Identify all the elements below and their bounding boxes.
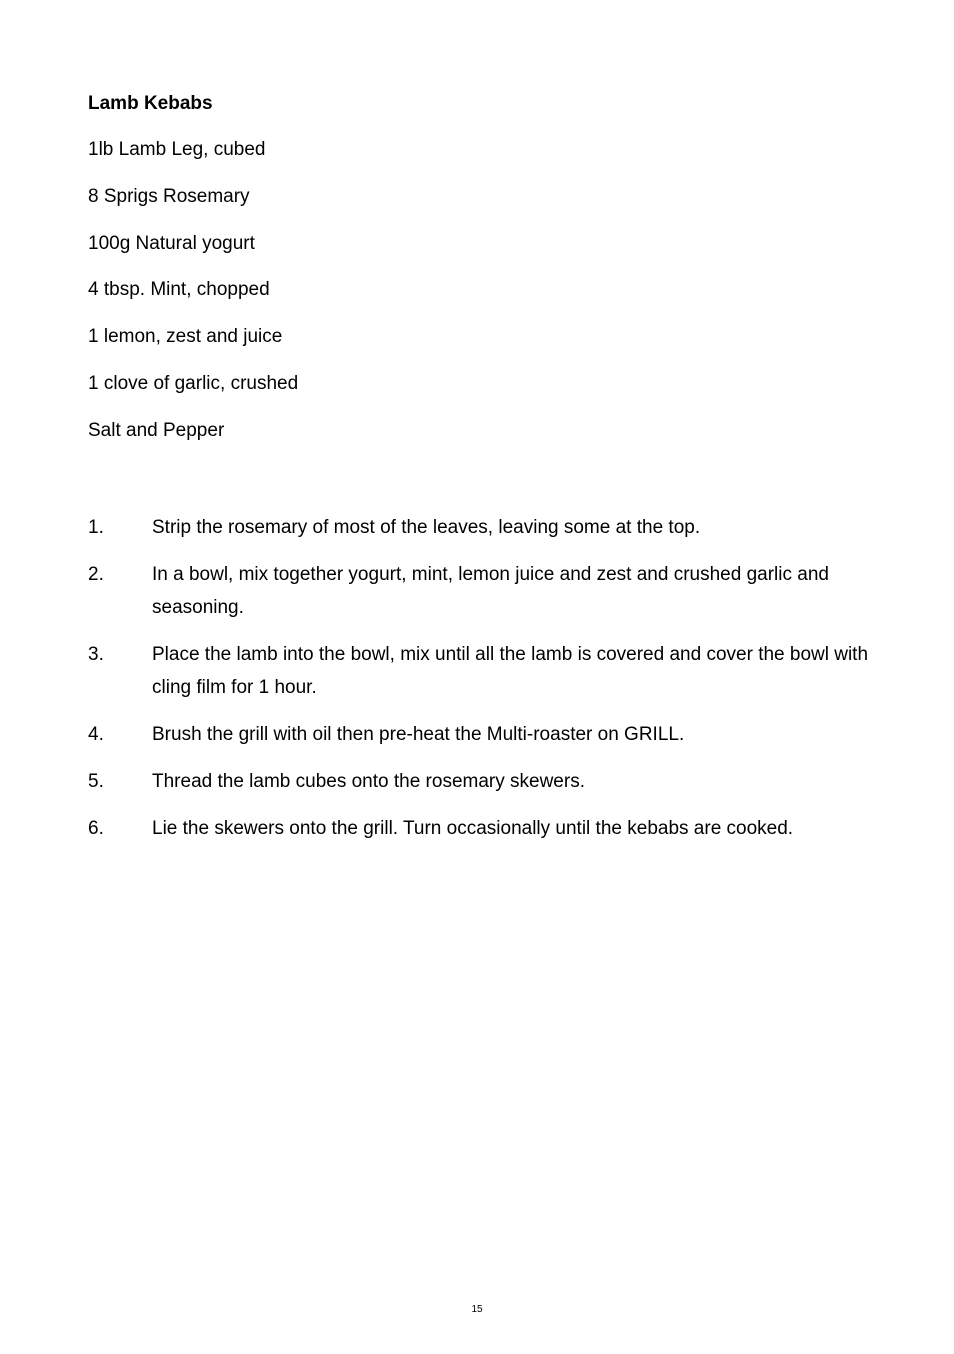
step-number: 1.	[88, 517, 104, 538]
ingredient-item: 100g Natural yogurt	[88, 232, 255, 254]
ingredient-item: 1lb Lamb Leg, cubed	[88, 139, 266, 160]
method-step	[88, 511, 878, 544]
method-step	[88, 638, 878, 704]
step-number: 2.	[88, 564, 104, 585]
ingredient-item: 8 Sprigs Rosemary	[88, 185, 250, 207]
page-number: 15	[471, 1304, 483, 1315]
step-text: Thread the lamb cubes onto the rosemary skewers.	[152, 771, 585, 792]
recipe-title: Lamb Kebabs	[88, 93, 213, 114]
ingredient-item: Salt and Pepper	[88, 419, 225, 441]
method-step	[88, 812, 878, 845]
step-number: 4.	[88, 724, 104, 745]
ingredient-item: 4 tbsp. Mint, chopped	[88, 279, 270, 301]
step-number: 6.	[88, 818, 104, 839]
method-step	[88, 558, 878, 624]
method-steps	[88, 511, 878, 859]
method-step	[88, 718, 878, 751]
step-text: Lie the skewers onto the grill. Turn occasionally until the kebabs are cooked.	[152, 818, 794, 839]
step-text: Brush the grill with oil then pre-heat the Multi-roaster on GRILL.	[152, 724, 685, 745]
ingredient-item: 1 clove of garlic, crushed	[88, 372, 299, 394]
ingredient-list	[88, 137, 298, 465]
method-step	[88, 765, 878, 798]
step-number: 3.	[88, 644, 104, 665]
step-text: In a bowl, mix together yogurt, mint, lemon juice and zest and crushed garlic and seasoning.	[152, 564, 829, 618]
ingredient-item: 1 lemon, zest and juice	[88, 326, 283, 348]
step-text: Place the lamb into the bowl, mix until all the lamb is covered and cover the bowl with cling film for 1 hour.	[152, 644, 869, 698]
step-text: Strip the rosemary of most of the leaves, leaving some at the top.	[152, 517, 701, 538]
step-number: 5.	[88, 771, 104, 792]
